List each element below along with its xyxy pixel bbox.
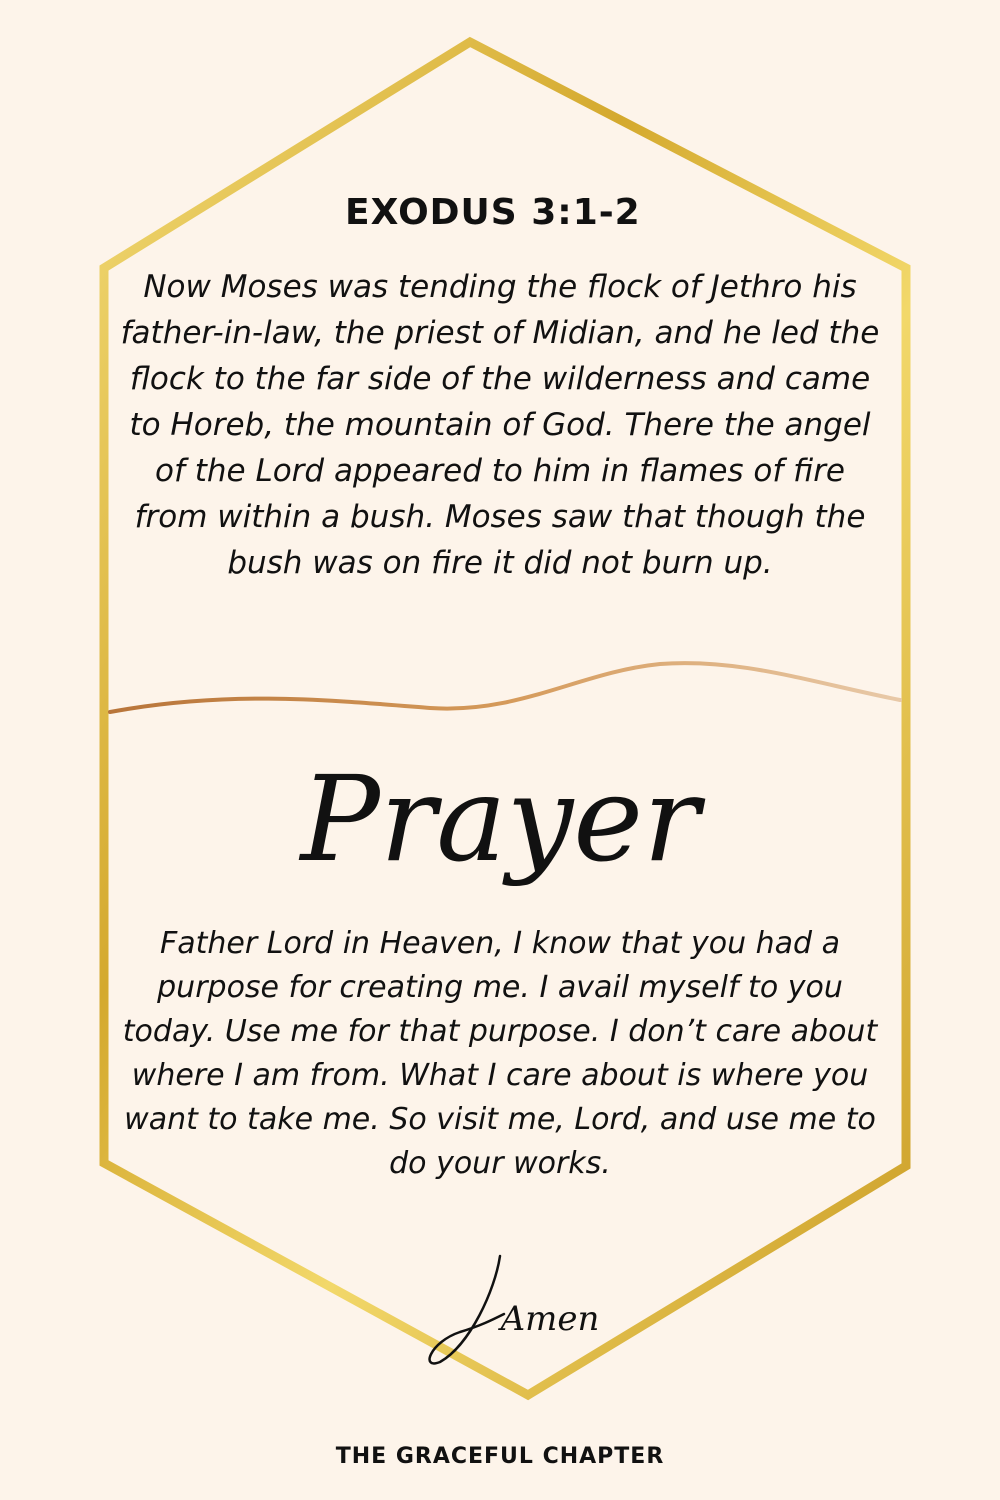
prayer-title-text: Prayer bbox=[300, 750, 700, 888]
footer-brand: THE GRACEFUL CHAPTER bbox=[335, 1444, 665, 1469]
prayer-script-heading bbox=[280, 730, 720, 930]
amen-script bbox=[400, 1250, 600, 1375]
prayer-text: Father Lord in Heaven, I know that you had a purpose for creating me. I avail myself to you today. Use me for that purpose. I don’t care about where I am from. What I care about is where you want to take me. So visit me, Lord, and use me to do your works. bbox=[122, 926, 878, 1181]
hexagon-border bbox=[104, 42, 906, 1395]
amen-text: Amen bbox=[500, 1299, 600, 1339]
verse-reference: EXODUS 3:1-2 bbox=[345, 192, 641, 233]
amen-flourish bbox=[430, 1256, 504, 1363]
verse-text: Now Moses was tending the flock of Jethro his father-in-law, the priest of Midian, and he led the flock to the far side of the wilderness and came to Horeb, the mountain of God. There the angel of the Lord appeared to him in flames of fire from within a bush. Moses saw that though the bush was on fire it did not burn up. bbox=[120, 269, 880, 581]
wave-divider bbox=[110, 663, 900, 712]
